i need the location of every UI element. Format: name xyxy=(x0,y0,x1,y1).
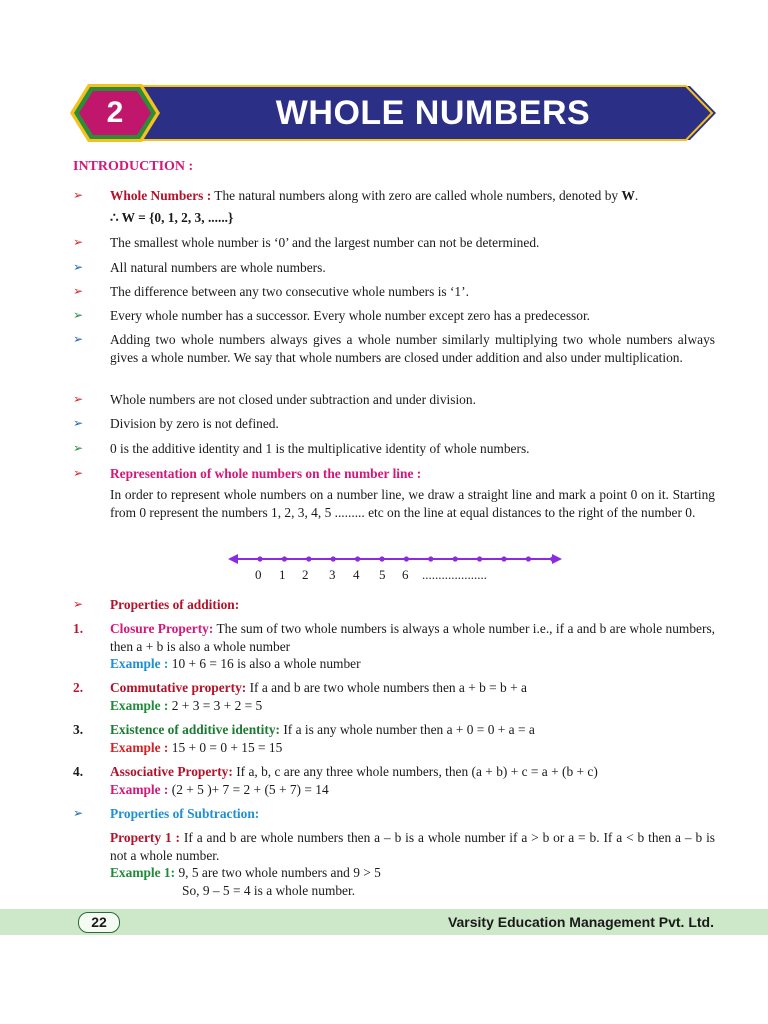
number-line-point xyxy=(306,556,311,561)
arrowhead-bullet-icon: ➢ xyxy=(73,308,84,322)
number-line xyxy=(228,552,562,566)
number-line-text: In order to represent whole numbers on a number line, we draw a straight line and mark a point 0 on it. Starting from 0 represent the numbers 1, 2, 3, 4, 5 ......... etc on the line at equal distances to the right of the number 0. xyxy=(110,487,715,520)
item-text: Adding two whole numbers always gives a whole number similarly multiplying two whole numbers always gives a whole number. We say that whole numbers are closed under addition and also under multiplication. xyxy=(110,332,715,365)
example-text: So, 9 – 5 = 4 is a whole number. xyxy=(182,882,356,898)
example-label: Example : xyxy=(110,656,169,671)
number-line-point xyxy=(379,556,384,561)
left-arrow-icon xyxy=(228,554,238,564)
number-line-label: 1 xyxy=(279,567,286,582)
number-line-label: 5 xyxy=(379,567,386,582)
number-line-point xyxy=(526,556,531,561)
number-line-point xyxy=(428,556,433,561)
arrowhead-bullet-icon: ➢ xyxy=(73,597,84,611)
item-text: The difference between any two consecutive whole numbers is ‘1’. xyxy=(110,284,469,299)
example-label: Example : xyxy=(110,697,169,713)
example-text: 2 + 3 = 3 + 2 = 5 xyxy=(168,697,263,713)
chapter-header-banner xyxy=(68,84,718,142)
introduction-heading: INTRODUCTION : xyxy=(73,159,194,174)
item-text: 0 is the additive identity and 1 is the multiplicative identity of whole numbers. xyxy=(110,441,530,456)
property-text: If a, b, c are any three whole numbers, then (a + b) + c = a + (b + c) xyxy=(232,764,598,779)
item-text: Every whole number has a successor. Every whole number except zero has a predecessor. xyxy=(110,308,591,323)
arrowhead-bullet-icon: ➢ xyxy=(73,441,84,455)
arrowhead-bullet-icon: ➢ xyxy=(73,392,84,406)
number-line-point xyxy=(257,556,262,561)
example-label: Example : xyxy=(110,781,169,797)
arrowhead-bullet-icon: ➢ xyxy=(73,806,84,820)
example-text: 15 + 0 = 0 + 15 = 15 xyxy=(168,739,283,755)
page-title: WHOLE NUMBERS xyxy=(275,94,591,132)
property-label: Property 1 : xyxy=(110,830,181,845)
number-line-label: 0 xyxy=(255,567,262,582)
item-text: Division by zero is not defined. xyxy=(110,416,279,431)
example-text: 10 + 6 = 16 is also a whole number xyxy=(168,656,361,671)
property-text: If a and b are whole numbers then a – b is a whole number if a > b or a = b. If a < b then a – b is not a whole number. xyxy=(110,830,715,863)
addition-heading: Properties of addition: xyxy=(110,597,240,612)
number-line-point xyxy=(501,556,506,561)
arrowhead-bullet-icon: ➢ xyxy=(73,188,84,202)
number-line-label: 2 xyxy=(302,567,309,582)
number-line-label: 6 xyxy=(402,567,409,582)
arrowhead-bullet-icon: ➢ xyxy=(73,332,84,346)
number-line-point xyxy=(477,556,482,561)
number-line-point xyxy=(331,556,336,561)
chapter-number: 2 xyxy=(106,96,124,129)
number-line-ellipsis: .................... xyxy=(422,567,487,582)
item-text-bold: W xyxy=(621,188,635,203)
arrowhead-bullet-icon: ➢ xyxy=(73,260,84,274)
property-label: Commutative property: xyxy=(110,680,247,695)
number-line-heading: Representation of whole numbers on the number line : xyxy=(110,466,422,481)
number-line-point xyxy=(550,556,555,561)
subtraction-heading: Properties of Subtraction: xyxy=(110,806,260,821)
number-line-label: 3 xyxy=(329,567,336,582)
publisher-name: Varsity Education Management Pvt. Ltd. xyxy=(447,914,714,930)
number-line-point xyxy=(282,556,287,561)
whole-numbers-set-formula: ∴ W = {0, 1, 2, 3, ......} xyxy=(110,210,234,225)
page-number: 22 xyxy=(78,912,120,933)
arrowhead-bullet-icon: ➢ xyxy=(73,284,84,298)
item-text: Whole numbers are not closed under subtraction and under division. xyxy=(110,392,476,407)
item-text: The smallest whole number is ‘0’ and the largest number can not be determined. xyxy=(110,235,540,250)
property-number: 3. xyxy=(73,722,84,737)
number-line-point xyxy=(453,556,458,561)
property-number: 2. xyxy=(73,680,84,695)
property-text: The sum of two whole numbers is always a whole number i.e., if a and b are whole numbers, then a + b is also a whole number xyxy=(110,621,716,654)
item-text-end: . xyxy=(634,188,639,203)
example-text: (2 + 5 )+ 7 = 2 + (5 + 7) = 14 xyxy=(168,781,329,797)
whole-numbers-label: Whole Numbers : xyxy=(110,188,212,203)
number-line-label: 4 xyxy=(353,567,360,582)
property-label: Associative Property: xyxy=(110,764,233,779)
item-text: The natural numbers along with zero are called whole numbers, denoted by xyxy=(211,188,622,203)
example-label: Example 1: xyxy=(110,865,176,880)
property-label: Existence of additive identity: xyxy=(110,722,280,737)
property-number: 4. xyxy=(73,764,84,779)
page-footer xyxy=(0,909,768,935)
property-text: If a is any whole number then a + 0 = 0 + a = a xyxy=(279,722,535,737)
property-number: 1. xyxy=(73,621,84,636)
example-text: 9, 5 are two whole numbers and 9 > 5 xyxy=(175,865,381,880)
example-label: Example : xyxy=(110,739,169,755)
arrowhead-bullet-icon: ➢ xyxy=(73,466,84,480)
number-line-point xyxy=(404,556,409,561)
number-line-point xyxy=(355,556,360,561)
arrowhead-bullet-icon: ➢ xyxy=(73,235,84,249)
property-label: Closure Property: xyxy=(110,621,214,636)
item-text: All natural numbers are whole numbers. xyxy=(110,260,326,275)
arrowhead-bullet-icon: ➢ xyxy=(73,416,84,430)
property-text: If a and b are two whole numbers then a + b = b + a xyxy=(246,680,527,695)
